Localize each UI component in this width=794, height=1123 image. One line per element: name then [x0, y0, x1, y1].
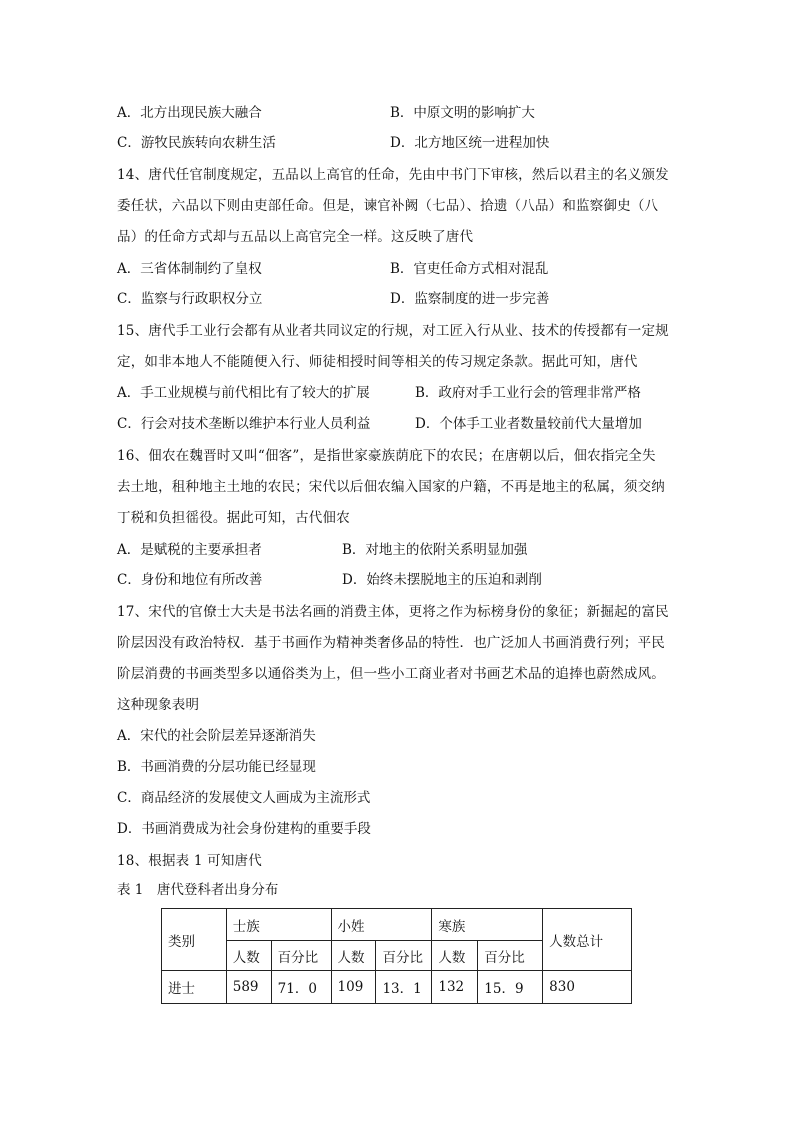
sub-header-percent: 百分比: [271, 941, 331, 971]
q17-option-c[interactable]: C．商品经济的发展使文人画成为主流形式: [117, 790, 371, 806]
table-row: [162, 971, 632, 1004]
q17-stem-line: 阶层消费的书画类型多以通俗类为上，但一些小工商业者对书画艺术品的追捧也蔚然成风。: [117, 666, 665, 682]
q17-stem-line: 17、宋代的官僚士大夫是书法名画的消费主体，更将之作为标榜身份的象征；新掘起的富民: [117, 604, 669, 620]
q16-stem-line: 16、佃农在魏晋时又叫“佃客”，是指世家豪族荫庇下的农民；在唐朝以后，佃农指完全失: [117, 448, 656, 464]
q14-option-c[interactable]: C．监察与行政职权分立: [117, 291, 263, 307]
q16-stem-line: 去土地，租种地主土地的农民；宋代以后佃农编入国家的户籍，不再是地主的私属，须交纳: [117, 479, 665, 495]
q17-stem-line: 这种现象表明: [117, 697, 200, 713]
q13-option-c[interactable]: C．游牧民族转向农耕生活: [117, 135, 276, 151]
q14-option-a[interactable]: A．三省体制制约了皇权: [117, 261, 262, 277]
q15-option-a[interactable]: A．手工业规模与前代相比有了较大的扩展: [117, 385, 370, 401]
sub-header-percent: 百分比: [376, 941, 432, 971]
q17-option-b[interactable]: B．书画消费的分层功能已经显现: [117, 759, 316, 775]
table-cell: 109: [331, 971, 376, 1004]
group-header-shizu: 士族: [226, 909, 331, 941]
table-cell: 13．1: [376, 971, 432, 1004]
sub-header-count: 人数: [331, 941, 376, 971]
q14-stem-line: 委任状，六品以下则由吏部任命。但是，谏官补阙（七品）、拾遗（八品）和监察御史（八: [117, 198, 659, 214]
total-header: 人数总计: [543, 909, 632, 971]
q17-option-d[interactable]: D．书画消费成为社会身份建构的重要手段: [117, 821, 371, 837]
table-cell: 589: [226, 971, 271, 1004]
q14-option-b[interactable]: B．官吏任命方式相对混乱: [390, 261, 549, 277]
q17-option-a[interactable]: A．宋代的社会阶层差异逐渐消失: [117, 728, 316, 744]
q16-stem-line: 丁税和负担徭役。据此可知，古代佃农: [117, 510, 350, 526]
q13-option-d[interactable]: D．北方地区统一进程加快: [390, 135, 550, 151]
q15-stem-line: 定，如非本地人不能随便入行、师徒相授时间等相关的传习规定条款。据此可知，唐代: [117, 354, 638, 370]
q16-option-a[interactable]: A．是赋税的主要承担者: [117, 542, 262, 558]
group-header-xiaoxing: 小姓: [331, 909, 432, 941]
q14-stem-line: 品）的任命方式却与五品以上高官完全一样。这反映了唐代: [117, 229, 474, 245]
group-header-hanzu: 寒族: [432, 909, 543, 941]
q15-option-c[interactable]: C．行会对技术垄断以维护本行业人员利益: [117, 416, 371, 432]
table-cell: 132: [432, 971, 478, 1004]
q16-option-d[interactable]: D．始终未摆脱地主的压迫和剥削: [342, 572, 542, 588]
q13-option-b[interactable]: B．中原文明的影响扩大: [390, 105, 535, 121]
q15-stem-line: 15、唐代手工业行会都有从业者共同议定的行规，对工匠入行从业、技术的传授都有一定规: [117, 323, 669, 339]
row-label: 进士: [162, 971, 227, 1004]
table-caption: 表 1 唐代登科者出身分布: [117, 882, 279, 898]
q18-stem: 18、根据表 1 可知唐代: [117, 853, 262, 869]
sub-header-count: 人数: [226, 941, 271, 971]
q17-stem-line: 阶层因没有政治特权．基于书画作为精神类奢侈品的特性．也广泛加人书画消费行列；平民: [117, 635, 665, 651]
q14-option-d[interactable]: D．监察制度的进一步完善: [390, 291, 550, 307]
q13-option-a[interactable]: A．北方出现民族大融合: [117, 105, 262, 121]
q16-option-c[interactable]: C．身份和地位有所改善: [117, 572, 263, 588]
origin-distribution-table: [161, 908, 632, 1004]
q15-option-d[interactable]: D．个体手工业者数量较前代大量增加: [415, 416, 642, 432]
sub-header-count: 人数: [432, 941, 478, 971]
table-cell: 15．9: [478, 971, 543, 1004]
q15-option-b[interactable]: B．政府对手工业行会的管理非常严格: [415, 385, 641, 401]
table-cell-total: 830: [543, 971, 632, 1004]
q14-stem-line: 14、唐代任官制度规定，五品以上高官的任命，先由中书门下审核，然后以君主的名义颁发: [117, 167, 669, 183]
sub-header-percent: 百分比: [478, 941, 543, 971]
category-header: 类别: [162, 909, 227, 971]
q16-option-b[interactable]: B．对地主的依附关系明显加强: [342, 542, 528, 558]
table-cell: 71．0: [271, 971, 331, 1004]
